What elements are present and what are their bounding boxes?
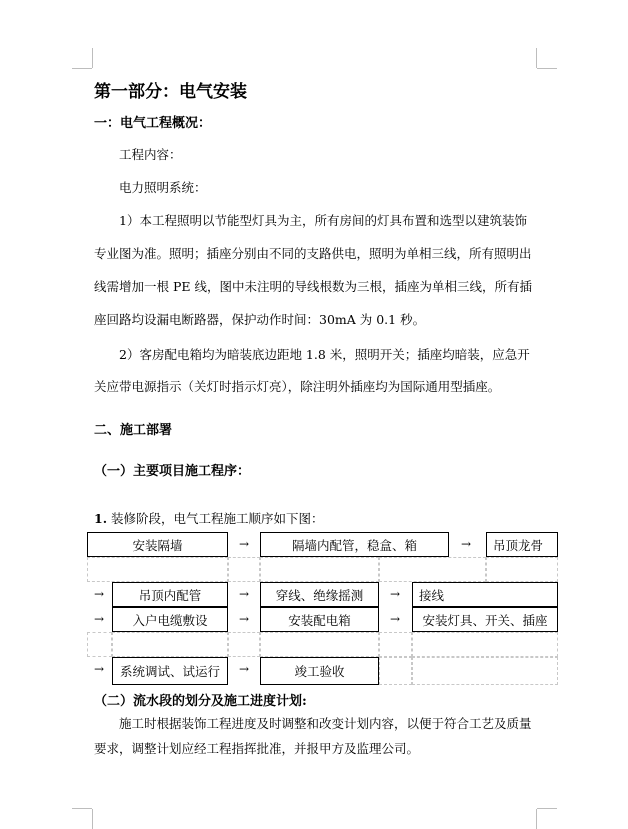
arrow-icon: → [238, 587, 250, 601]
arrow-icon: → [238, 612, 250, 626]
grid-cell [112, 632, 228, 657]
flow-box-acceptance: 竣工验收 [260, 657, 379, 685]
arrow-icon: → [238, 537, 250, 551]
grid-cell [87, 632, 112, 657]
flow-box-fixtures: 安装灯具、开关、插座 [412, 607, 558, 632]
document-heading: 第一部分：电气安装 [94, 82, 247, 102]
para1-line4: 座回路均设漏电断路器，保护动作时间：30mA 为 0.1 秒。 [94, 312, 426, 327]
arrow-icon: → [93, 662, 105, 676]
grid-cell [260, 557, 379, 582]
para3-line2: 要求，调整计划应经工程指挥批准，并报甲方及监理公司。 [94, 741, 420, 756]
para2-line1: 2）客房配电箱均为暗装底边距地 1.8 米，照明开关；插座均暗装，应急开 [119, 347, 530, 362]
subsection-title-procedure: （一）主要项目施工程序： [94, 464, 251, 479]
subsection-title-schedule: （二）流水段的划分及施工进度计划: [94, 694, 307, 709]
section-title-deployment: 二、施工部署 [94, 423, 173, 438]
flow-box-install-partition: 安装隔墙 [87, 532, 228, 557]
arrow-icon: → [389, 587, 401, 601]
grid-cell [379, 632, 412, 657]
step1-number: 1. [94, 511, 108, 526]
flow-box-distribution-box: 安装配电箱 [260, 607, 379, 632]
grid-cell [87, 557, 228, 582]
flow-box-ceiling-conduit: 吊顶内配管 [112, 582, 228, 607]
para3-line1: 施工时根据装饰工程进度及时调整和改变计划内容，以便于符合工艺及质量 [119, 716, 532, 731]
grid-cell [412, 657, 558, 685]
step1-text: 装修阶段，电气工程施工顺序如下图： [111, 511, 324, 526]
para2-line2: 关应带电源指示（关灯时指示灯亮），除注明外插座均为国际通用型插座。 [94, 379, 501, 394]
grid-cell [228, 557, 260, 582]
grid-cell [228, 632, 260, 657]
para1-line3: 线需增加一根 PE 线，图中未注明的导线根数为三根，插座为单相三线，所有插 [94, 279, 532, 294]
arrow-icon: → [389, 612, 401, 626]
flow-box-ceiling-keel: 吊顶龙骨 [486, 532, 558, 557]
grid-cell [486, 557, 558, 582]
flow-box-connect: 接线 [412, 582, 558, 607]
arrow-icon: → [93, 587, 105, 601]
para1-line1: 1）本工程照明以节能型灯具为主，所有房间的灯具布置和选型以建筑装饰 [119, 213, 527, 228]
section-title-overview: 一：电气工程概况： [94, 116, 212, 131]
flow-box-partition-conduit: 隔墙内配管，稳盒、箱 [260, 532, 449, 557]
grid-cell [412, 632, 558, 657]
grid-cell [379, 657, 412, 685]
grid-cell [379, 557, 486, 582]
flow-box-cable-laying: 入户电缆敷设 [112, 607, 228, 632]
arrow-icon: → [238, 662, 250, 676]
project-content-label: 工程内容： [119, 147, 182, 162]
step1-line [94, 509, 324, 527]
grid-cell [260, 632, 379, 657]
flow-box-commissioning: 系统调试、试运行 [112, 657, 228, 685]
flow-box-wiring-test: 穿线、绝缘摇测 [260, 582, 379, 607]
system-label: 电力照明系统： [119, 180, 207, 195]
arrow-icon: → [460, 537, 472, 551]
para1-line2: 专业图为准。照明；插座分别由不同的支路供电，照明为单相三线，所有照明出 [94, 246, 532, 261]
arrow-icon: → [93, 612, 105, 626]
